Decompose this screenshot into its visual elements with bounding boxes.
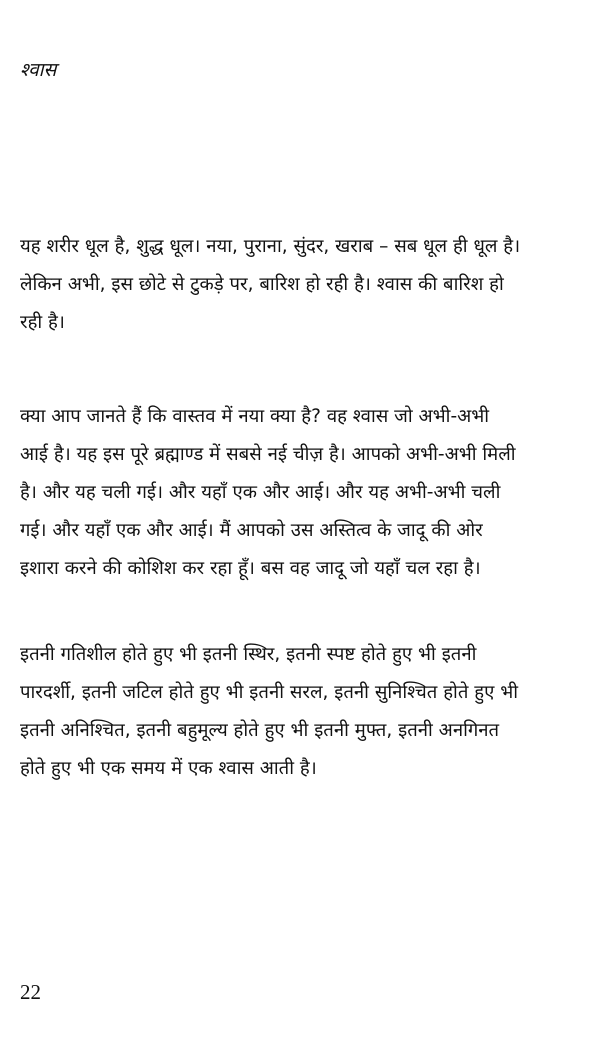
paragraph-line: यह शरीर धूल है, शुद्ध धूल। नया, पुराना, सुंदर, खराब – सब धूल ही धूल है। [20,236,521,257]
paragraph-line: है। और यह चली गई। और यहाँ एक और आई। और यह अभी-अभी चली [20,482,501,503]
paragraph-line: पारदर्शी, इतनी जटिल होते हुए भी इतनी सरल, इतनी सुनिश्चित होते हुए भी [20,682,518,703]
paragraph-line: इशारा करने की कोशिश कर रहा हूँ। बस वह जादू जो यहाँ चल रहा है। [20,558,481,579]
running-header: श्वास [20,59,57,81]
paragraph-line: आई है। यह इस पूरे ब्रह्माण्ड में सबसे नई चीज़ है। आपको अभी-अभी मिली [20,444,516,465]
paragraph-line: लेकिन अभी, इस छोटे से टुकड़े पर, बारिश हो रही है। श्वास की बारिश हो [20,274,504,295]
paragraph-line: क्या आप जानते हैं कि वास्तव में नया क्या है? वह श्वास जो अभी-अभी [20,406,490,427]
paragraph-line: इतनी गतिशील होते हुए भी इतनी स्थिर, इतनी स्पष्ट होते हुए भी इतनी [20,644,477,665]
paragraph-1 [20,228,580,342]
paragraph-line: गई। और यहाँ एक और आई। मैं आपको उस अस्तित्व के जादू की ओर [20,520,483,541]
paragraph-3 [20,636,580,788]
paragraph-line: रही है। [20,312,65,333]
paragraph-line: होते हुए भी एक समय में एक श्वास आती है। [20,758,317,779]
paragraph-line: इतनी अनिश्चित, इतनी बहुमूल्य होते हुए भी इतनी मुफ्त, इतनी अनगिनत [20,720,500,741]
page-number: 22 [20,980,41,1004]
paragraph-2 [20,398,580,588]
